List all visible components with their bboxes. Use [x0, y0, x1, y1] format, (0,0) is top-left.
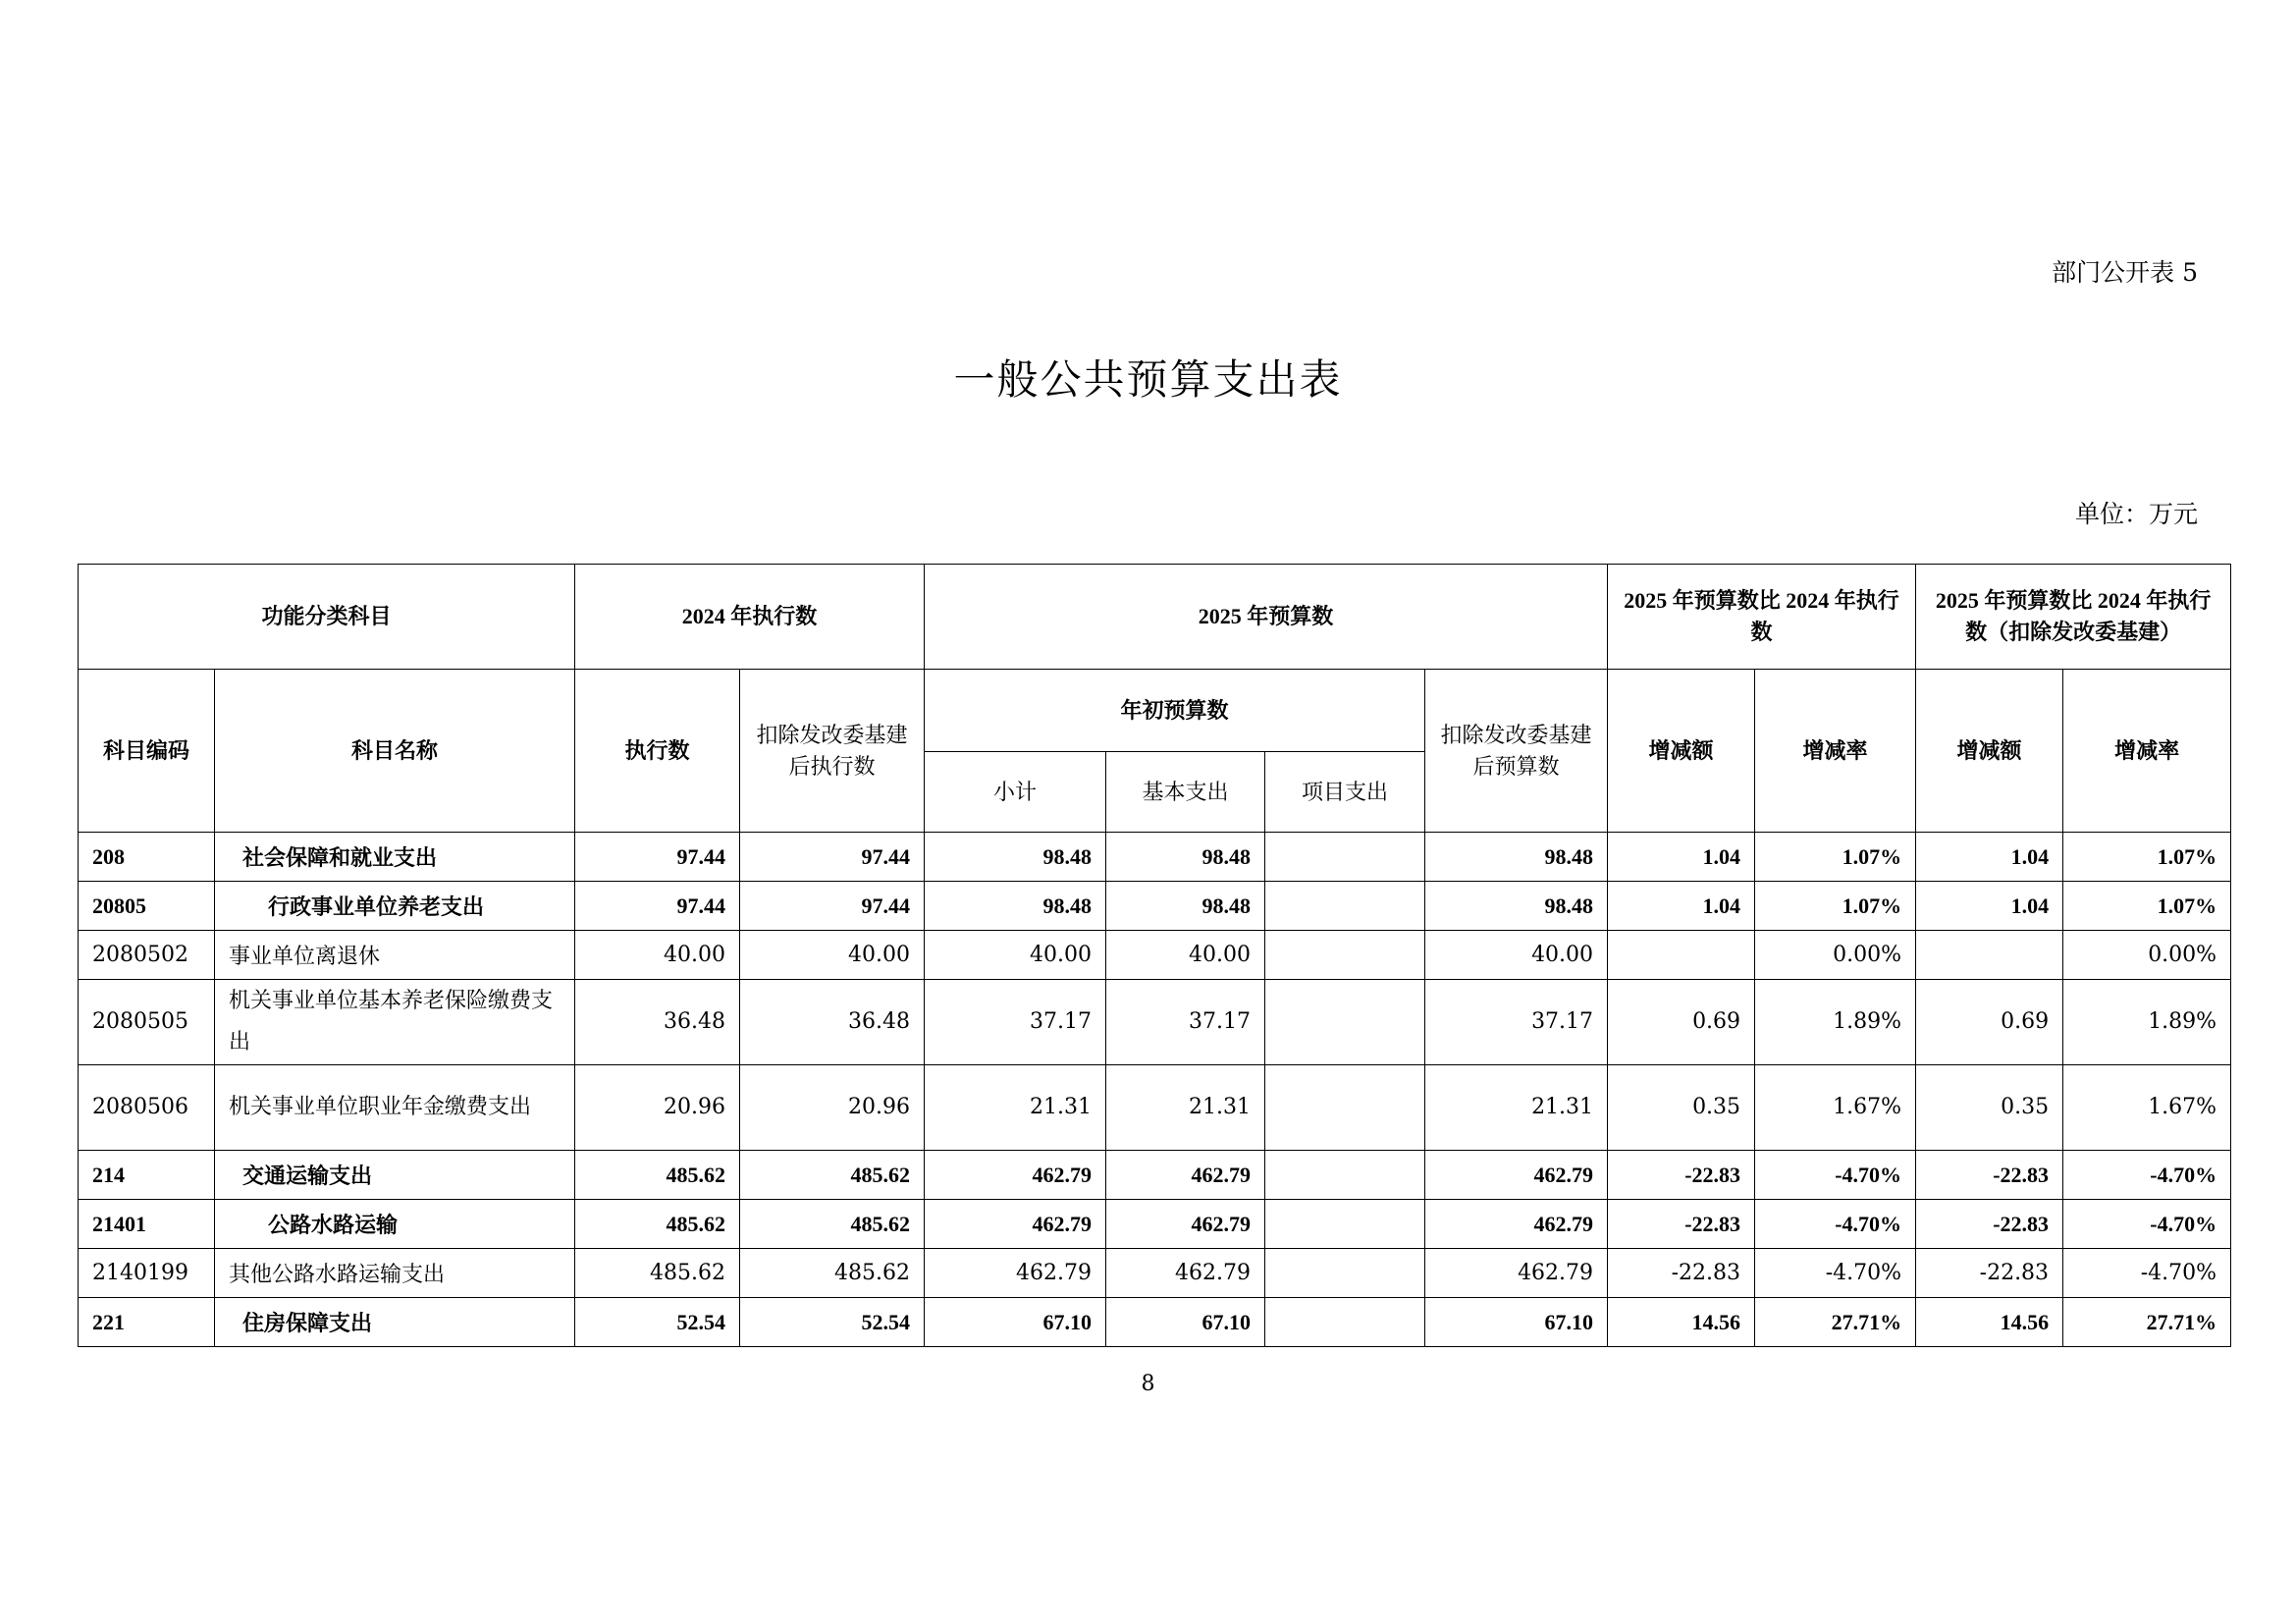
cell-project [1265, 833, 1425, 882]
cell-exec-excl: 485.62 [740, 1200, 925, 1249]
cell-subtotal: 37.17 [925, 980, 1106, 1065]
cell-basic: 462.79 [1106, 1200, 1265, 1249]
cell-rate-a: 1.67% [1755, 1065, 1916, 1151]
cell-name: 交通运输支出 [215, 1151, 575, 1200]
cell-rate-a: 0.00% [1755, 931, 1916, 980]
cell-budget-excl: 40.00 [1425, 931, 1608, 980]
cell-code: 20805 [79, 882, 215, 931]
cell-subtotal: 98.48 [925, 833, 1106, 882]
cell-exec: 52.54 [575, 1298, 740, 1347]
cell-code: 2080506 [79, 1065, 215, 1151]
cell-diff-a: 14.56 [1608, 1298, 1755, 1347]
cell-exec: 97.44 [575, 882, 740, 931]
header-project: 项目支出 [1265, 752, 1425, 833]
cell-subtotal: 462.79 [925, 1151, 1106, 1200]
cell-exec: 20.96 [575, 1065, 740, 1151]
cell-exec-excl: 52.54 [740, 1298, 925, 1347]
cell-project [1265, 1200, 1425, 1249]
cell-code: 214 [79, 1151, 215, 1200]
cell-diff-b: -22.83 [1916, 1249, 2063, 1298]
cell-diff-b: -22.83 [1916, 1200, 2063, 1249]
header-name: 科目名称 [215, 670, 575, 833]
cell-exec-excl: 97.44 [740, 833, 925, 882]
cell-subtotal: 40.00 [925, 931, 1106, 980]
cell-exec-excl: 36.48 [740, 980, 925, 1065]
header-diff-a: 增减额 [1608, 670, 1755, 833]
cell-project [1265, 1065, 1425, 1151]
header-exec-2024: 2024 年执行数 [575, 565, 925, 670]
cell-name: 其他公路水路运输支出 [215, 1249, 575, 1298]
header-budget-2025: 2025 年预算数 [925, 565, 1608, 670]
header-code: 科目编码 [79, 670, 215, 833]
table-row [79, 1151, 2231, 1200]
cell-exec-excl: 97.44 [740, 882, 925, 931]
cell-rate-b: 0.00% [2063, 931, 2231, 980]
header-rate-a: 增减率 [1755, 670, 1916, 833]
cell-rate-a: 27.71% [1755, 1298, 1916, 1347]
cell-subtotal: 21.31 [925, 1065, 1106, 1151]
cell-diff-a: 1.04 [1608, 833, 1755, 882]
cell-budget-excl: 462.79 [1425, 1200, 1608, 1249]
cell-name: 住房保障支出 [215, 1298, 575, 1347]
cell-exec-excl: 40.00 [740, 931, 925, 980]
cell-basic: 462.79 [1106, 1151, 1265, 1200]
cell-exec: 485.62 [575, 1151, 740, 1200]
cell-subtotal: 462.79 [925, 1249, 1106, 1298]
cell-budget-excl: 67.10 [1425, 1298, 1608, 1347]
cell-diff-b: 0.35 [1916, 1065, 2063, 1151]
header-budget-excl: 扣除发改委基建后预算数 [1425, 670, 1608, 833]
cell-rate-b: 27.71% [2063, 1298, 2231, 1347]
page-number: 8 [1141, 1372, 1155, 1396]
table-row [79, 882, 2231, 931]
cell-diff-a: -22.83 [1608, 1200, 1755, 1249]
header-exec: 执行数 [575, 670, 740, 833]
cell-project [1265, 1298, 1425, 1347]
cell-name: 行政事业单位养老支出 [215, 882, 575, 931]
cell-code: 2080502 [79, 931, 215, 980]
cell-diff-b: 1.04 [1916, 882, 2063, 931]
cell-code: 208 [79, 833, 215, 882]
cell-name: 事业单位离退休 [215, 931, 575, 980]
cell-basic: 67.10 [1106, 1298, 1265, 1347]
cell-rate-b: -4.70% [2063, 1151, 2231, 1200]
cell-project [1265, 1249, 1425, 1298]
cell-rate-a: -4.70% [1755, 1200, 1916, 1249]
cell-rate-a: -4.70% [1755, 1249, 1916, 1298]
cell-rate-b: 1.07% [2063, 833, 2231, 882]
cell-basic: 37.17 [1106, 980, 1265, 1065]
cell-exec: 40.00 [575, 931, 740, 980]
cell-basic: 21.31 [1106, 1065, 1265, 1151]
header-initial-budget: 年初预算数 [925, 670, 1425, 752]
cell-rate-b: -4.70% [2063, 1200, 2231, 1249]
table-row [79, 833, 2231, 882]
cell-diff-b [1916, 931, 2063, 980]
cell-diff-b: 1.04 [1916, 833, 2063, 882]
table-row [79, 1298, 2231, 1347]
cell-name: 机关事业单位职业年金缴费支出 [215, 1065, 575, 1151]
cell-diff-a: 1.04 [1608, 882, 1755, 931]
cell-budget-excl: 21.31 [1425, 1065, 1608, 1151]
cell-budget-excl: 98.48 [1425, 882, 1608, 931]
budget-table [78, 564, 2231, 1347]
cell-diff-b: 14.56 [1916, 1298, 2063, 1347]
cell-diff-a: 0.69 [1608, 980, 1755, 1065]
cell-name: 公路水路运输 [215, 1200, 575, 1249]
cell-subtotal: 67.10 [925, 1298, 1106, 1347]
cell-basic: 98.48 [1106, 833, 1265, 882]
table-row [79, 1065, 2231, 1151]
cell-budget-excl: 98.48 [1425, 833, 1608, 882]
cell-code: 221 [79, 1298, 215, 1347]
cell-subtotal: 98.48 [925, 882, 1106, 931]
table-number-label: 部门公开表 5 [2052, 258, 2198, 287]
cell-exec-excl: 485.62 [740, 1151, 925, 1200]
table-row [79, 980, 2231, 1065]
cell-rate-b: 1.07% [2063, 882, 2231, 931]
cell-exec-excl: 485.62 [740, 1249, 925, 1298]
header-rate-b: 增减率 [2063, 670, 2231, 833]
cell-diff-b: 0.69 [1916, 980, 2063, 1065]
cell-diff-b: -22.83 [1916, 1151, 2063, 1200]
cell-rate-b: -4.70% [2063, 1249, 2231, 1298]
unit-label: 单位：万元 [2074, 500, 2198, 528]
cell-diff-a: 0.35 [1608, 1065, 1755, 1151]
cell-basic: 462.79 [1106, 1249, 1265, 1298]
cell-code: 2080505 [79, 980, 215, 1065]
header-subtotal: 小计 [925, 752, 1106, 833]
cell-name: 机关事业单位基本养老保险缴费支出 [215, 980, 575, 1065]
cell-diff-a: -22.83 [1608, 1249, 1755, 1298]
cell-project [1265, 1151, 1425, 1200]
cell-rate-a: 1.89% [1755, 980, 1916, 1065]
header-basic: 基本支出 [1106, 752, 1265, 833]
cell-project [1265, 980, 1425, 1065]
cell-diff-a: -22.83 [1608, 1151, 1755, 1200]
cell-subtotal: 462.79 [925, 1200, 1106, 1249]
header-exec-excl: 扣除发改委基建后执行数 [740, 670, 925, 833]
cell-budget-excl: 37.17 [1425, 980, 1608, 1065]
cell-exec-excl: 20.96 [740, 1065, 925, 1151]
header-change-vs-exec: 2025 年预算数比 2024 年执行数 [1608, 565, 1916, 670]
header-diff-b: 增减额 [1916, 670, 2063, 833]
cell-diff-a [1608, 931, 1755, 980]
table-row [79, 1200, 2231, 1249]
table-row [79, 1249, 2231, 1298]
table-row [79, 931, 2231, 980]
cell-name: 社会保障和就业支出 [215, 833, 575, 882]
cell-exec: 97.44 [575, 833, 740, 882]
cell-budget-excl: 462.79 [1425, 1151, 1608, 1200]
cell-project [1265, 882, 1425, 931]
cell-project [1265, 931, 1425, 980]
page-title: 一般公共预算支出表 [953, 355, 1343, 404]
cell-rate-a: -4.70% [1755, 1151, 1916, 1200]
cell-code: 21401 [79, 1200, 215, 1249]
cell-code: 2140199 [79, 1249, 215, 1298]
header-change-vs-exec-excl: 2025 年预算数比 2024 年执行数（扣除发改委基建） [1916, 565, 2231, 670]
cell-exec: 36.48 [575, 980, 740, 1065]
cell-basic: 40.00 [1106, 931, 1265, 980]
cell-budget-excl: 462.79 [1425, 1249, 1608, 1298]
header-functional: 功能分类科目 [79, 565, 575, 670]
cell-basic: 98.48 [1106, 882, 1265, 931]
cell-rate-a: 1.07% [1755, 833, 1916, 882]
cell-rate-b: 1.89% [2063, 980, 2231, 1065]
cell-rate-a: 1.07% [1755, 882, 1916, 931]
cell-exec: 485.62 [575, 1249, 740, 1298]
cell-rate-b: 1.67% [2063, 1065, 2231, 1151]
cell-exec: 485.62 [575, 1200, 740, 1249]
